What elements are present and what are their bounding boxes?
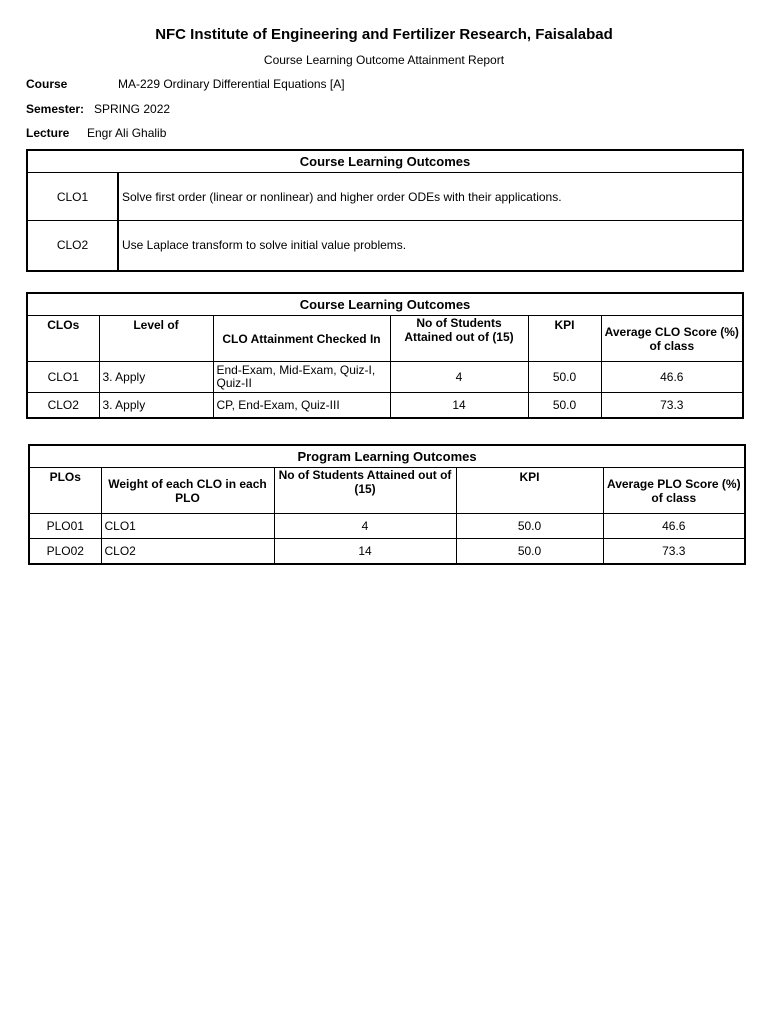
plo-table: [28, 444, 746, 565]
course-row: [26, 77, 345, 91]
clo-attainment-caption: Course Learning Outcomes: [27, 293, 743, 316]
cell-level: 3. Apply: [99, 393, 213, 418]
semester-row: [26, 102, 170, 116]
col-header-clos: CLOs: [27, 316, 99, 362]
clo-id: CLO1: [27, 173, 118, 221]
clo-description: Solve first order (linear or nonlinear) and higher order ODEs with their applications.: [118, 173, 743, 221]
clo-description-table: [26, 149, 744, 272]
col-header-avg-clo: Average CLO Score (%) of class: [601, 316, 743, 362]
semester-label: Semester:: [26, 102, 85, 116]
cell-clo: CLO1: [27, 362, 99, 393]
institute-title: NFC Institute of Engineering and Fertilizer Research, Faisalabad: [155, 26, 613, 43]
clo-table-caption: Course Learning Outcomes: [27, 150, 743, 173]
table-header-row: [29, 468, 745, 514]
col-header-level: Level of: [99, 316, 213, 362]
table-header-row: [27, 316, 743, 362]
cell-kpi: 50.0: [528, 393, 601, 418]
table-row: [27, 221, 743, 271]
table-row: [27, 173, 743, 221]
cell-avg: 46.6: [603, 514, 745, 539]
cell-kpi: 50.0: [528, 362, 601, 393]
cell-checked-in: CP, End-Exam, Quiz-III: [213, 393, 390, 418]
cell-avg: 46.6: [601, 362, 743, 393]
cell-checked-in: End-Exam, Mid-Exam, Quiz-I, Quiz-II: [213, 362, 390, 393]
cell-students: 14: [274, 539, 456, 564]
lecture-value: Engr Ali Ghalib: [87, 126, 167, 140]
lecture-label: Lecture: [26, 126, 70, 140]
col-header-plos: PLOs: [29, 468, 101, 514]
cell-clo: CLO2: [27, 393, 99, 418]
cell-kpi: 50.0: [456, 539, 603, 564]
course-value: MA-229 Ordinary Differential Equations [A]: [118, 77, 345, 91]
clo-attainment-table: [26, 292, 744, 419]
col-header-kpi: KPI: [528, 316, 601, 362]
cell-plo: PLO02: [29, 539, 101, 564]
col-header-checked-in: CLO Attainment Checked In: [213, 316, 390, 362]
table-row: [27, 362, 743, 393]
semester-value: SPRING 2022: [94, 102, 171, 116]
cell-kpi: 50.0: [456, 514, 603, 539]
course-label: Course: [26, 77, 68, 91]
table-row: [29, 539, 745, 564]
table-row: [29, 514, 745, 539]
cell-level: 3. Apply: [99, 362, 213, 393]
cell-students: 4: [390, 362, 528, 393]
col-header-kpi: KPI: [456, 468, 603, 514]
cell-weight: CLO2: [101, 539, 274, 564]
cell-plo: PLO01: [29, 514, 101, 539]
cell-avg: 73.3: [603, 539, 745, 564]
report-title: Course Learning Outcome Attainment Report: [263, 53, 505, 67]
cell-weight: CLO1: [101, 514, 274, 539]
clo-description: Use Laplace transform to solve initial value problems.: [118, 221, 743, 271]
col-header-avg-plo: Average PLO Score (%) of class: [603, 468, 745, 514]
col-header-weight: Weight of each CLO in each PLO: [101, 468, 274, 514]
col-header-students: No of Students Attained out of (15): [274, 468, 456, 514]
table-row: [27, 393, 743, 418]
col-header-students: No of Students Attained out of (15): [390, 316, 528, 362]
cell-students: 4: [274, 514, 456, 539]
lecture-row: [26, 126, 166, 140]
plo-table-caption: Program Learning Outcomes: [29, 445, 745, 468]
cell-students: 14: [390, 393, 528, 418]
cell-avg: 73.3: [601, 393, 743, 418]
clo-id: CLO2: [27, 221, 118, 271]
